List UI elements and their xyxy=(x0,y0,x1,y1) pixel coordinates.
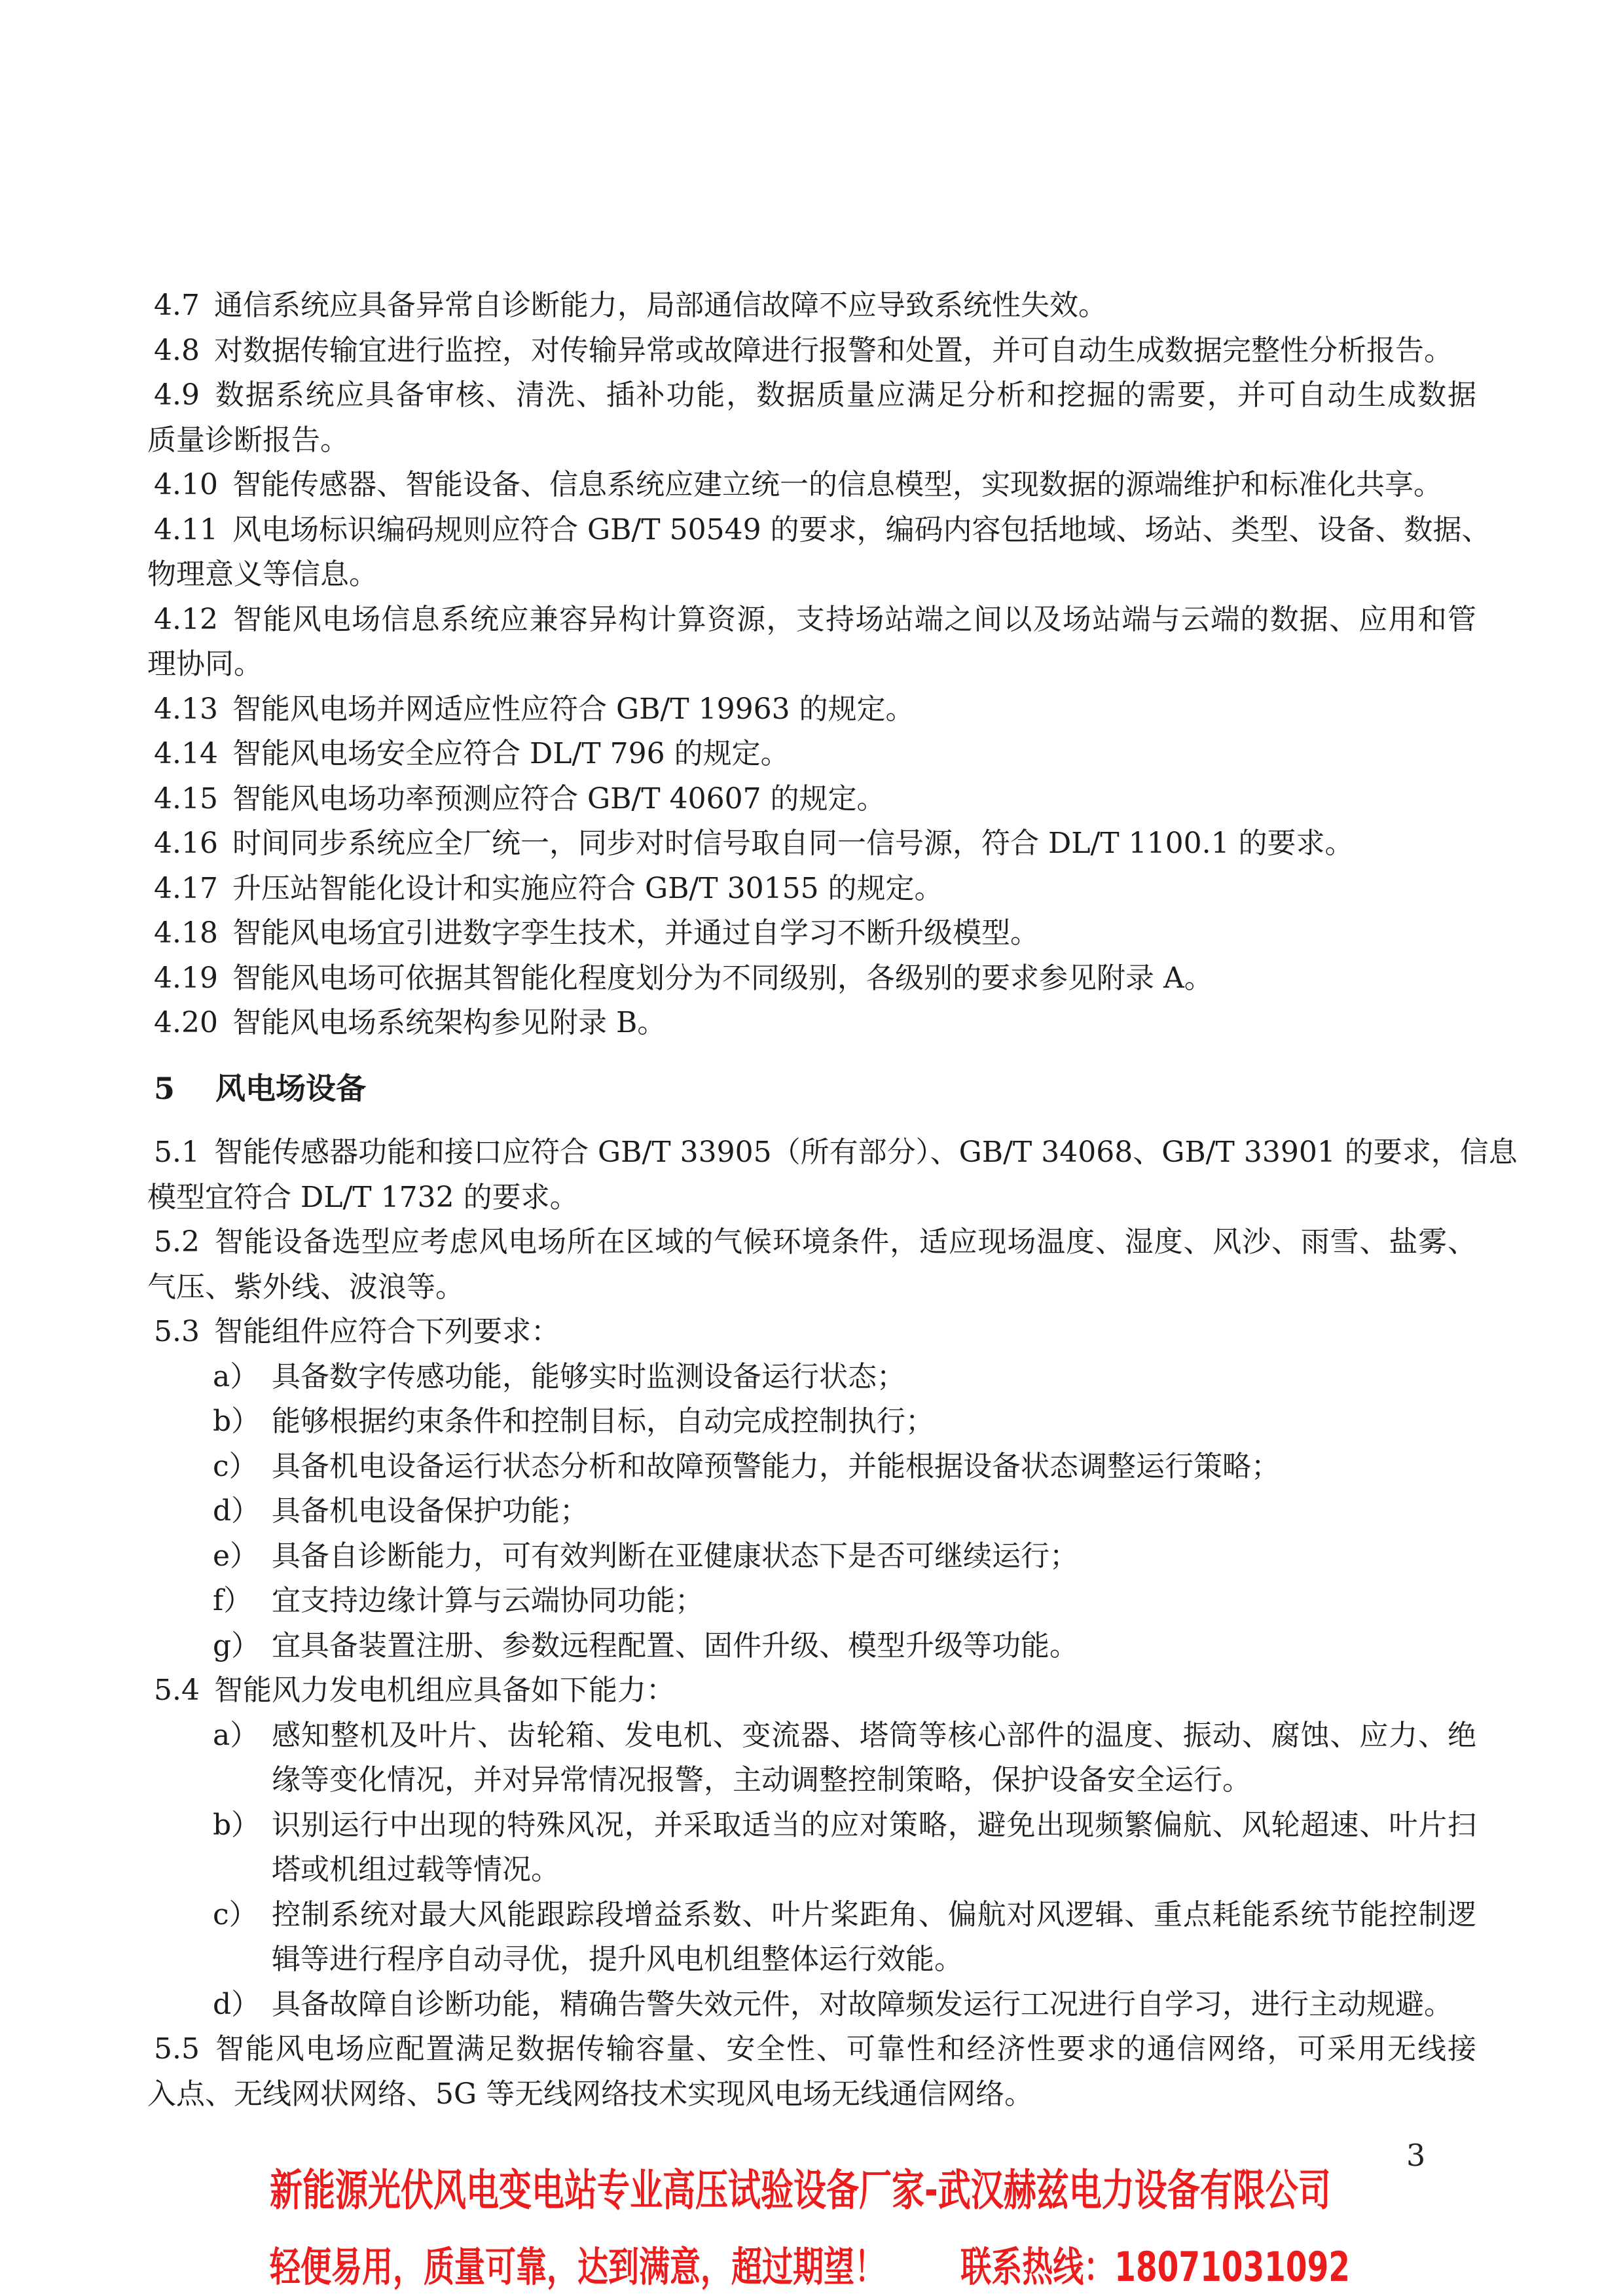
list-item-5-3-b xyxy=(147,1399,1476,1444)
footer-ad-hotline: 联系热线：18071031092 xyxy=(960,2244,1350,2291)
list-item-5-3-c xyxy=(147,1444,1476,1490)
list-item-5-3-g xyxy=(147,1624,1476,1669)
clause-number: 4.10 xyxy=(154,468,218,501)
clause-5-5-continued: 入点、无线网状网络、5G 等无线网络技术实现风电场无线通信网络。 xyxy=(147,2077,1034,2111)
clause-text: 升压站智能化设计和实施应符合 GB/T 30155 的规定。 xyxy=(232,871,943,905)
list-item-5-3-d xyxy=(147,1489,1476,1534)
list-item-5-3-f xyxy=(147,1579,1476,1624)
clause-number: 4.20 xyxy=(154,1006,218,1039)
clause-text: 智能设备选型应考虑风电场所在区域的气候环境条件，适应现场温度、湿度、风沙、雨雪、盐雾、 xyxy=(213,1225,1476,1259)
clause-text: 智能组件应符合下列要求： xyxy=(213,1315,560,1348)
clause-4-19 xyxy=(147,956,1476,1001)
clause-5-1-continued: 模型宜符合 DL/T 1732 的要求。 xyxy=(147,1180,579,1214)
clause-5-5 xyxy=(147,2027,1476,2072)
clause-4-11 xyxy=(147,508,1491,553)
footer-ad-slogan-line xyxy=(270,2246,1350,2289)
clause-number: 4.17 xyxy=(154,871,218,905)
clause-number: 4.16 xyxy=(154,827,218,860)
list-item-label: a） xyxy=(213,1359,259,1393)
section-number: 5 xyxy=(154,1070,175,1106)
clause-4-12 xyxy=(147,598,1476,643)
clause-text: 智能传感器、智能设备、信息系统应建立统一的信息模型，实现数据的源端维护和标准化共享。 xyxy=(232,468,1442,501)
clause-text: 智能风电场应配置满足数据传输容量、安全性、可靠性和经济性要求的通信网络，可采用无线接 xyxy=(213,2032,1476,2066)
list-item-text: 宜支持边缘计算与云端协同功能； xyxy=(272,1584,704,1617)
clause-4-18 xyxy=(147,911,1476,956)
clause-text: 智能风电场宜引进数字孪生技术，并通过自学习不断升级模型。 xyxy=(232,916,1039,950)
clause-text: 智能风电场安全应符合 DL/T 796 的规定。 xyxy=(232,737,790,770)
list-item-text: 能够根据约束条件和控制目标，自动完成控制执行； xyxy=(272,1405,934,1438)
clause-text: 时间同步系统应全厂统一，同步对时信号取自同一信号源，符合 DL/T 1100.1 的要求。 xyxy=(232,827,1354,860)
clause-4-12-continued: 理协同。 xyxy=(147,647,263,681)
clause-5-2-continued: 气压、紫外线、波浪等。 xyxy=(147,1270,464,1304)
clause-4-13 xyxy=(147,687,1476,732)
clause-5-1 xyxy=(147,1130,1518,1175)
list-item-5-4-a xyxy=(147,1713,1476,1803)
list-item-text: 宜具备装置注册、参数远程配置、固件升级、模型升级等功能。 xyxy=(272,1628,1078,1662)
clause-number: 4.12 xyxy=(154,602,218,636)
clause-text: 智能传感器功能和接口应符合 GB/T 33905（所有部分）、GB/T 34068、GB/T 33901 的要求，信息 xyxy=(213,1136,1518,1169)
list-item-label: c） xyxy=(213,1897,258,1931)
clause-4-16 xyxy=(147,821,1476,867)
list-item-label: b） xyxy=(213,1808,261,1842)
list-item-5-3-e xyxy=(147,1534,1476,1579)
list-item-5-4-d xyxy=(147,1982,1476,2028)
clause-5-2 xyxy=(147,1220,1476,1265)
clause-number: 5.2 xyxy=(154,1225,200,1259)
list-item-text: 具备机电设备保护功能； xyxy=(272,1494,589,1528)
clause-text: 智能风电场系统架构参见附录 B。 xyxy=(232,1006,666,1039)
clause-number: 4.18 xyxy=(154,916,218,950)
list-item-label: b） xyxy=(213,1405,261,1438)
clause-number: 5.4 xyxy=(154,1674,200,1707)
list-item-label: e） xyxy=(213,1539,259,1573)
list-item-5-4-b xyxy=(147,1803,1476,1893)
list-item-5-3-a xyxy=(147,1355,1476,1400)
list-item-text: 具备故障自诊断功能，精确告警失效元件，对故障频发运行工况进行自学习，进行主动规避。 xyxy=(272,1987,1453,2021)
list-item-text: 识别运行中出现的特殊风况，并采取适当的应对策略，避免出现频繁偏航、风轮超速、叶片扫 xyxy=(272,1808,1476,1842)
clause-4-10 xyxy=(147,463,1476,508)
clause-4-20 xyxy=(147,1001,1476,1046)
clause-text: 风电场标识编码规则应符合 GB/T 50549 的要求，编码内容包括地域、场站、类型、设备、数据、 xyxy=(232,512,1491,547)
clause-number: 4.19 xyxy=(154,961,218,995)
clause-4-9 xyxy=(147,373,1476,418)
clause-number: 5.3 xyxy=(154,1315,200,1348)
page-number: 3 xyxy=(1406,2138,1426,2173)
list-item-label: c） xyxy=(213,1449,258,1483)
clause-number: 5.1 xyxy=(154,1136,200,1169)
list-item-5-4-c xyxy=(147,1893,1476,1982)
clause-4-9-continued: 质量诊断报告。 xyxy=(147,423,349,457)
section-title: 风电场设备 xyxy=(215,1070,367,1106)
list-item-text-continued: 塔或机组过载等情况。 xyxy=(272,1853,560,1886)
clause-number: 4.11 xyxy=(154,512,218,547)
clause-5-4 xyxy=(147,1668,1476,1713)
clause-text: 智能风电场可依据其智能化程度划分为不同级别，各级别的要求参见附录 A。 xyxy=(232,961,1213,995)
clause-text: 智能风电场功率预测应符合 GB/T 40607 的规定。 xyxy=(232,781,886,816)
footer-ad-slogan: 轻便易用，质量可靠，达到满意，超过期望！ xyxy=(270,2244,885,2291)
section-5-heading xyxy=(147,1066,1476,1111)
list-item-text: 具备自诊断能力，可有效判断在亚健康状态下是否可继续运行； xyxy=(272,1539,1078,1573)
clause-number: 5.5 xyxy=(154,2032,200,2066)
clause-text: 智能风力发电机组应具备如下能力： xyxy=(213,1674,675,1707)
clause-text: 数据系统应具备审核、清洗、插补功能，数据质量应满足分析和挖掘的需要，并可自动生成数据 xyxy=(213,378,1476,412)
list-item-label: g） xyxy=(213,1628,261,1662)
clause-number: 4.9 xyxy=(154,378,200,412)
footer-ad-company-line: 新能源光伏风电变电站专业高压试验设备厂家-武汉赫兹电力设备有限公司 xyxy=(270,2165,1331,2215)
clause-4-11-continued: 物理意义等信息。 xyxy=(147,558,378,591)
list-item-label: a） xyxy=(213,1718,259,1752)
clause-text: 智能风电场信息系统应兼容异构计算资源，支持场站端之间以及场站端与云端的数据、应用和管 xyxy=(232,602,1476,636)
clause-text: 通信系统应具备异常自诊断能力，局部通信故障不应导致系统性失效。 xyxy=(213,289,1107,322)
clause-4-7 xyxy=(147,283,1476,329)
clause-number: 4.7 xyxy=(154,289,200,322)
clause-text-block xyxy=(147,283,1518,2117)
clause-text: 对数据传输宜进行监控，对传输异常或故障进行报警和处置，并可自动生成数据完整性分析报告。 xyxy=(213,333,1453,367)
list-item-text: 感知整机及叶片、齿轮箱、发电机、变流器、塔筒等核心部件的温度、振动、腐蚀、应力、绝 xyxy=(272,1718,1476,1752)
list-item-label: f） xyxy=(213,1584,253,1617)
clause-4-8 xyxy=(147,329,1476,374)
list-item-text: 控制系统对最大风能跟踪段增益系数、叶片桨距角、偏航对风逻辑、重点耗能系统节能控制逻 xyxy=(272,1897,1476,1931)
clause-text: 智能风电场并网适应性应符合 GB/T 19963 的规定。 xyxy=(232,692,915,726)
clause-number: 4.14 xyxy=(154,737,218,770)
clause-number: 4.15 xyxy=(154,781,218,816)
list-item-label: d） xyxy=(213,1987,261,2021)
clause-5-3 xyxy=(147,1310,1476,1355)
list-item-text-continued: 辑等进行程序自动寻优，提升风电机组整体运行效能。 xyxy=(272,1943,963,1976)
list-item-text-continued: 缘等变化情况，并对异常情况报警，主动调整控制策略，保护设备安全运行。 xyxy=(272,1763,1251,1797)
clause-4-17 xyxy=(147,867,1476,912)
clause-number: 4.8 xyxy=(154,333,200,367)
clause-number: 4.13 xyxy=(154,692,218,726)
list-item-text: 具备数字传感功能，能够实时监测设备运行状态； xyxy=(272,1359,905,1393)
list-item-label: d） xyxy=(213,1494,261,1528)
clause-4-14 xyxy=(147,732,1476,777)
clause-4-15 xyxy=(147,777,1476,822)
list-item-text: 具备机电设备运行状态分析和故障预警能力，并能根据设备状态调整运行策略； xyxy=(272,1449,1280,1483)
